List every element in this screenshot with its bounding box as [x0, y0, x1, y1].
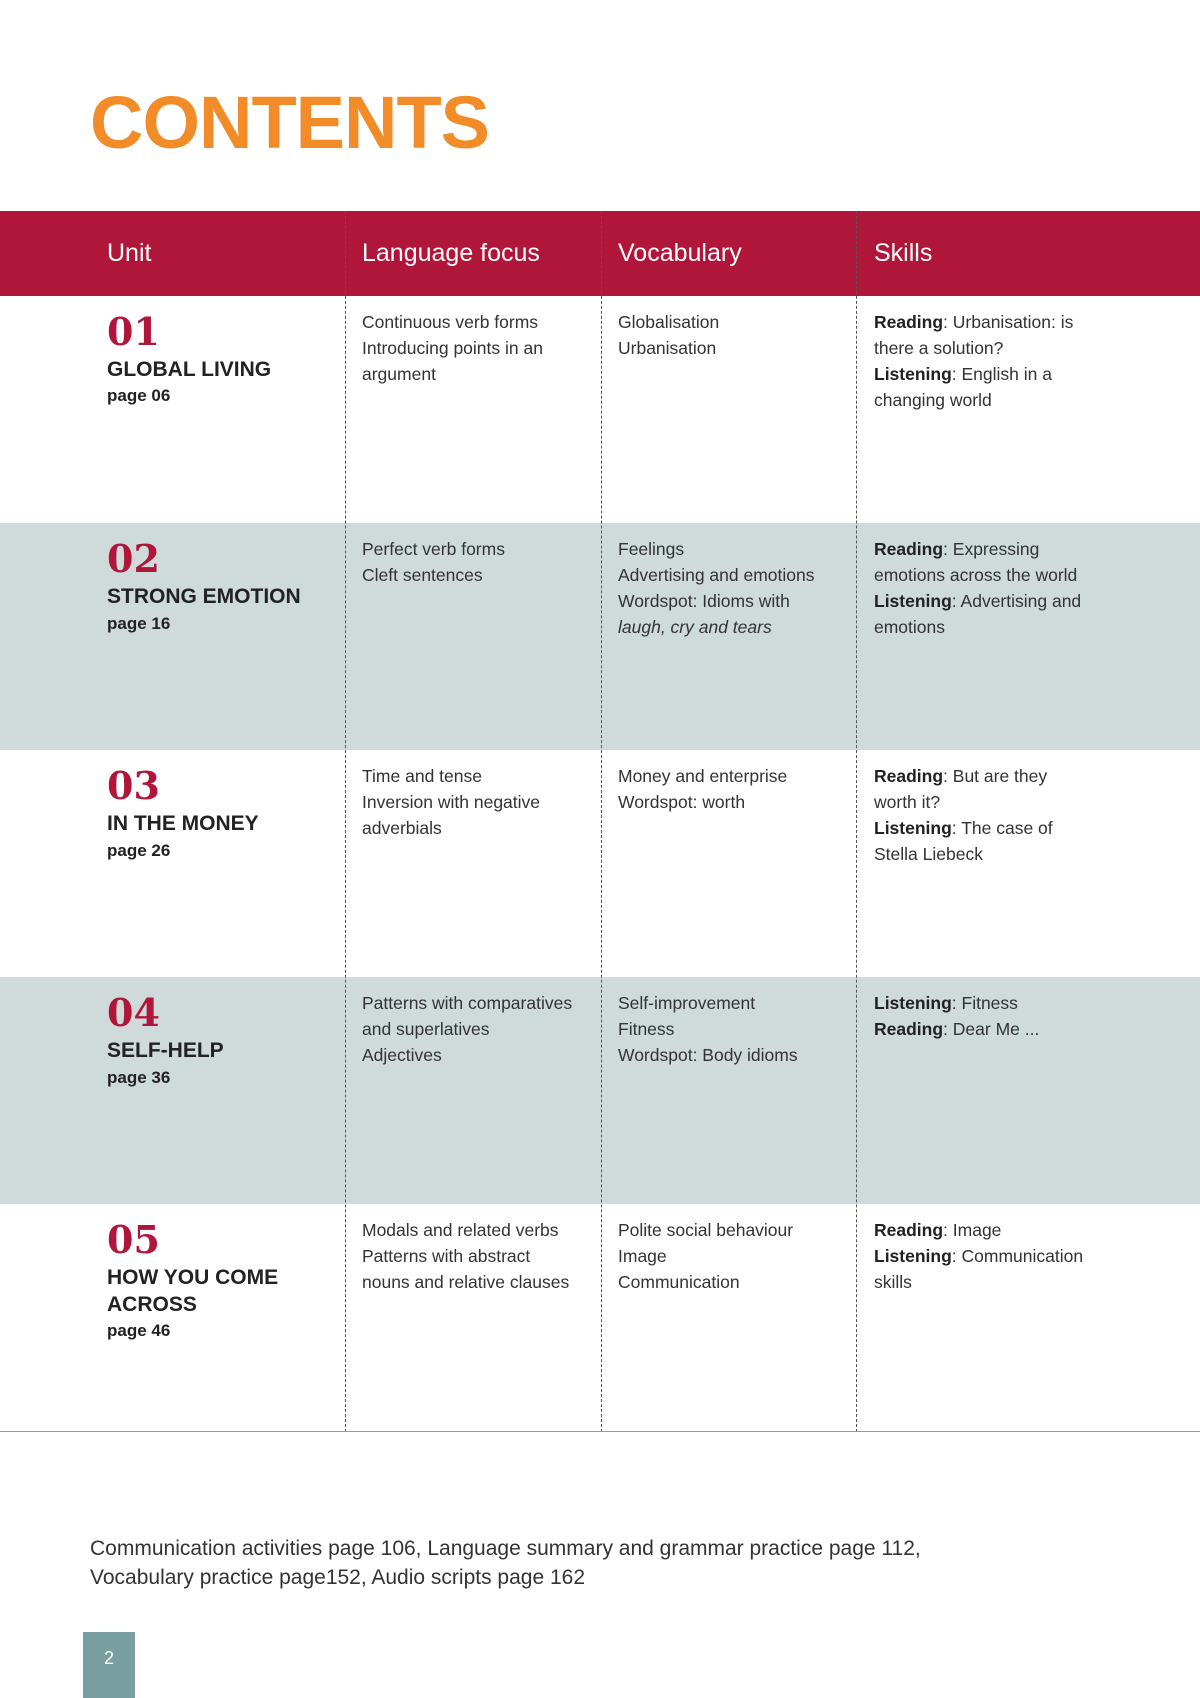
language-item: Patterns with comparatives [362, 993, 573, 1013]
skills-cell [874, 309, 1174, 413]
skill-text: : Fitness [951, 993, 1018, 1013]
skills-line [874, 536, 1174, 562]
vocabulary-item: Wordspot: Idioms with [618, 591, 790, 611]
unit-number: 01 [107, 309, 160, 354]
footer-line: Vocabulary practice page152, Audio scripts page 162 [90, 1566, 586, 1589]
skills-line [874, 1243, 1174, 1269]
skills-line [874, 815, 1174, 841]
language-item: Time and tense [362, 766, 482, 786]
language-item: adverbials [362, 818, 442, 838]
skill-text: : Dear Me ... [943, 1019, 1040, 1039]
language-item: nouns and relative clauses [362, 1272, 570, 1292]
column-divider [345, 211, 346, 1432]
page-number-box [83, 1632, 135, 1698]
unit-number: 03 [107, 763, 160, 808]
skills-cell [874, 536, 1174, 640]
vocabulary-item: Image [618, 1246, 667, 1266]
page-number: 2 [103, 1648, 114, 1668]
language-focus-cell [362, 309, 597, 387]
skill-type: Listening [874, 364, 952, 384]
page-title: CONTENTS [90, 81, 489, 164]
language-item: Modals and related verbs [362, 1220, 559, 1240]
skills-cell [874, 763, 1174, 867]
skill-text: worth it? [874, 792, 941, 812]
vocabulary-cell [618, 309, 853, 361]
vocabulary-item: Wordspot: worth [618, 792, 746, 812]
skill-type: Listening [874, 993, 952, 1013]
table-bottom-rule [0, 1431, 1200, 1432]
skills-cell [874, 990, 1174, 1042]
unit-name: HOW YOU COME ACROSS [107, 1266, 279, 1316]
unit-page-link[interactable]: page 26 [107, 841, 171, 860]
unit-page-link[interactable]: page 16 [107, 614, 171, 633]
vocabulary-item: Globalisation [618, 312, 720, 332]
skills-line [874, 763, 1174, 789]
skill-type: Reading [874, 766, 944, 786]
vocabulary-cell [618, 536, 853, 640]
skill-text: : Image [943, 1220, 1002, 1240]
skill-text: : Expressing [943, 539, 1040, 559]
skill-type: Reading [874, 312, 944, 332]
language-item: Perfect verb forms [362, 539, 505, 559]
unit-name: STRONG EMOTION [107, 585, 301, 608]
skill-type: Reading [874, 539, 944, 559]
skill-text: there a solution? [874, 338, 1004, 358]
header-skills: Skills [874, 239, 933, 267]
vocabulary-item: Wordspot: Body idioms [618, 1045, 798, 1065]
skills-line [874, 1269, 1174, 1295]
language-item: Inversion with negative [362, 792, 541, 812]
skills-line [874, 614, 1174, 640]
column-divider [601, 211, 602, 1432]
footer-note [90, 1534, 1090, 1592]
vocabulary-cell [618, 763, 853, 815]
skills-line [874, 361, 1174, 387]
skills-line [874, 990, 1174, 1016]
vocabulary-cell [618, 990, 853, 1068]
skill-type: Listening [874, 1246, 952, 1266]
table-header [0, 211, 1200, 296]
vocabulary-cell [618, 1217, 853, 1295]
unit-page-link[interactable]: page 46 [107, 1321, 171, 1340]
vocabulary-item: Advertising and emotions [618, 565, 815, 585]
skill-text: : But are they [943, 766, 1048, 786]
vocabulary-item: Polite social behaviour [618, 1220, 794, 1240]
language-item: Cleft sentences [362, 565, 483, 585]
vocabulary-item: Self-improvement [618, 993, 756, 1013]
skill-text: emotions across the world [874, 565, 1078, 585]
skill-text: : Advertising and [951, 591, 1082, 611]
unit-page-link[interactable]: page 06 [107, 386, 171, 405]
skill-type: Reading [874, 1019, 944, 1039]
vocabulary-item: laugh, cry and tears [618, 617, 772, 637]
unit-name: GLOBAL LIVING [107, 358, 272, 381]
skills-line [874, 789, 1174, 815]
skills-line [874, 562, 1174, 588]
vocabulary-item: Communication [618, 1272, 740, 1292]
skill-text: : Urbanisation: is [943, 312, 1074, 332]
skill-text: skills [874, 1272, 912, 1292]
unit-page-link[interactable]: page 36 [107, 1068, 171, 1087]
language-focus-cell [362, 1217, 597, 1295]
skills-line [874, 309, 1174, 335]
language-focus-cell [362, 763, 597, 841]
skills-cell [874, 1217, 1174, 1295]
language-item: argument [362, 364, 436, 384]
unit-number: 02 [107, 536, 160, 581]
skills-line [874, 335, 1174, 361]
skill-text: emotions [874, 617, 946, 637]
unit-name: IN THE MONEY [107, 812, 259, 835]
skill-text: : English in a [951, 364, 1052, 384]
unit-name: SELF-HELP [107, 1039, 224, 1062]
skill-text: : The case of [951, 818, 1053, 838]
vocabulary-item: Money and enterprise [618, 766, 788, 786]
vocabulary-item: Urbanisation [618, 338, 717, 358]
language-focus-cell [362, 990, 597, 1068]
skills-line [874, 588, 1174, 614]
column-divider [856, 211, 857, 1432]
header-vocabulary: Vocabulary [618, 239, 742, 267]
skills-line [874, 1016, 1174, 1042]
skills-line [874, 387, 1174, 413]
language-item: Adjectives [362, 1045, 442, 1065]
skill-type: Listening [874, 818, 952, 838]
footer-line: Communication activities page 106, Language summary and grammar practice page 112, [90, 1537, 921, 1560]
language-focus-cell [362, 536, 597, 588]
skill-text: : Communication [951, 1246, 1084, 1266]
language-item: Patterns with abstract [362, 1246, 531, 1266]
vocabulary-item: Feelings [618, 539, 685, 559]
unit-number: 05 [107, 1217, 160, 1262]
skill-type: Listening [874, 591, 952, 611]
language-item: Introducing points in an [362, 338, 543, 358]
header-language-focus: Language focus [362, 239, 540, 267]
skill-text: changing world [874, 390, 992, 410]
skills-line [874, 841, 1174, 867]
unit-number: 04 [107, 990, 160, 1035]
skill-type: Reading [874, 1220, 944, 1240]
vocabulary-item: Fitness [618, 1019, 675, 1039]
header-unit: Unit [107, 239, 152, 267]
language-item: Continuous verb forms [362, 312, 539, 332]
skills-line [874, 1217, 1174, 1243]
language-item: and superlatives [362, 1019, 490, 1039]
skill-text: Stella Liebeck [874, 844, 983, 864]
